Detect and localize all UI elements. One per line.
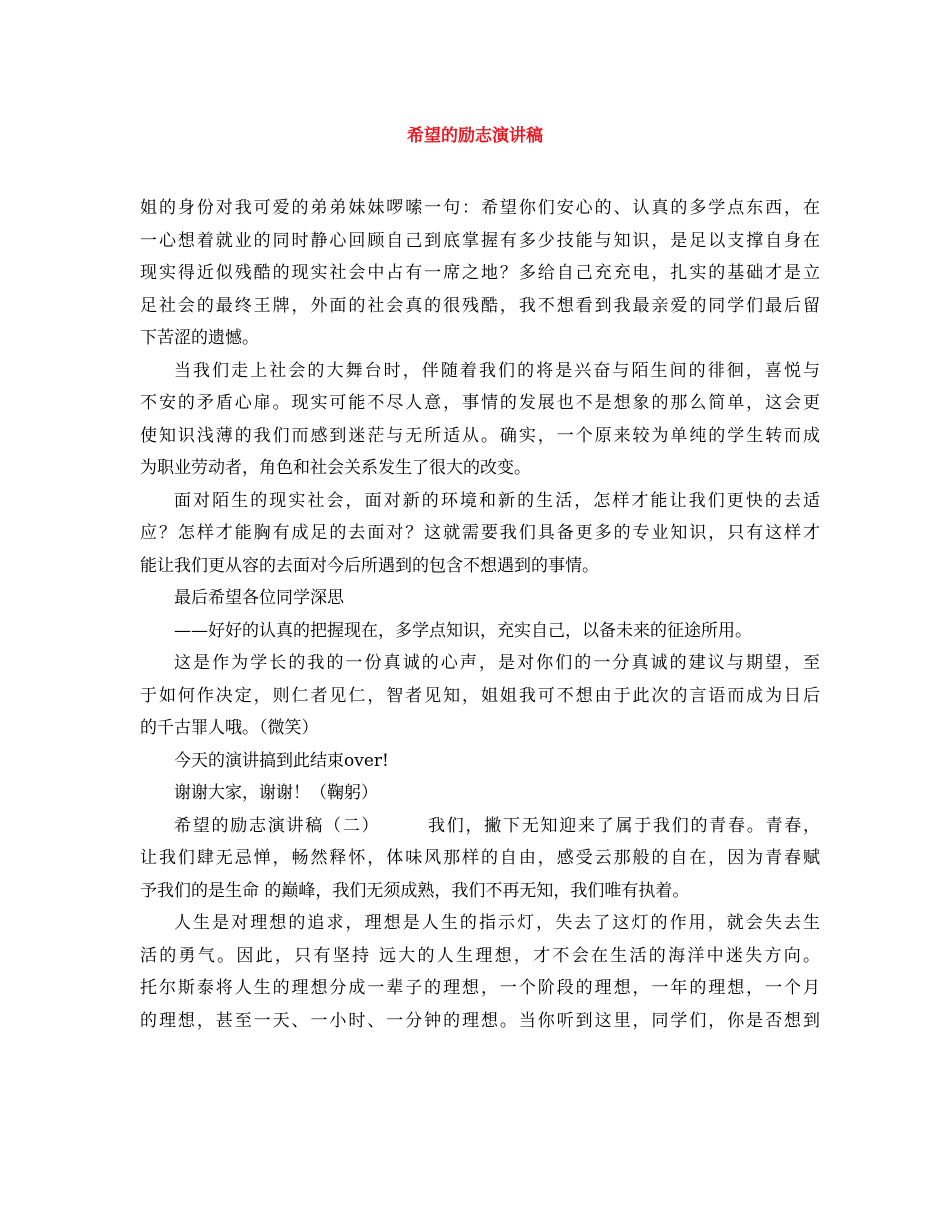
text-line: 的千古罪人哦。（微笑） — [140, 718, 319, 738]
text-line: 让我们肆无忌惮，畅然释怀，体味风那样的自由，感受云那般的自在，因为青春赋 — [140, 848, 820, 868]
text-line: 现实得近似残酷的现实社会中占有一席之地？多给自己充充电，扎实的基础才是立 — [140, 263, 820, 283]
text-line: 足社会的最终王牌，外面的社会真的很残酷，我不想看到我最亲爱的同学们最后留 — [140, 295, 820, 316]
document-body — [140, 192, 820, 1037]
text-line: 最后希望各位同学深思 — [174, 588, 344, 608]
text-line: 使知识浅薄的我们而感到迷茫与无所适从。确实，一个原来较为单纯的学生转而成 — [140, 425, 820, 446]
text-line: 不安的矛盾心扉。现实可能不尽人意，事情的发展也不是想象的那么简单，这会更 — [140, 393, 820, 413]
text-line: ——好好的认真的把握现在，多学点知识，充实自己，以备未来的征途所用。 — [174, 620, 752, 641]
text-line: 于如何作决定，则仁者见仁，智者见知，姐姐我可不想由于此次的言语而成为日后 — [140, 685, 820, 706]
document-title: 希望的励志演讲稿 — [407, 126, 543, 146]
text-line: 托尔斯泰将人生的理想分成一辈子的理想，一个阶段的理想，一年的理想，一个月 — [140, 978, 820, 998]
text-line: 这是作为学长的我的一份真诚的心声，是对你们的一分真诚的建议与期望，至 — [174, 653, 820, 673]
text-line: 今天的演讲搞到此结束over! — [174, 750, 389, 771]
text-line: 姐的身份对我可爱的弟弟妹妹啰嗦一句：希望你们安心的、认真的多学点东西，在 — [140, 198, 820, 218]
text-line: 的理想，甚至一天、一小时、一分钟的理想。当你听到这里，同学们，你是否想到 — [140, 1010, 820, 1031]
text-line: 为职业劳动者，角色和社会关系发生了很大的改变。 — [140, 458, 531, 478]
text-line: 能让我们更从容的去面对今后所遇到的包含不想遇到的事情。 — [140, 555, 599, 576]
text-line: 希望的励志演讲稿（二） 我们，撇下无知迎来了属于我们的青春。青春， — [174, 815, 820, 836]
text-line: 面对陌生的现实社会，面对新的环境和新的生活，怎样才能让我们更快的去适 — [174, 490, 820, 511]
text-line: 下苦涩的遗憾。 — [140, 328, 259, 348]
text-line: 应？怎样才能胸有成足的去面对？这就需要我们具备更多的专业知识，只有这样才 — [140, 523, 820, 543]
text-line: 活的勇气。因此，只有坚持 远大的人生理想，才不会在生活的海洋中迷失方向。 — [140, 945, 820, 966]
text-line: 一心想着就业的同时静心回顾自己到底掌握有多少技能与知识，是足以支撑自身在 — [140, 230, 820, 251]
text-line: 予我们的是生命 的巅峰，我们无须成熟，我们不再无知，我们唯有执着。 — [140, 880, 690, 901]
text-line: 人生是对理想的追求，理想是人生的指示灯，失去了这灯的作用，就会失去生 — [174, 913, 820, 933]
text-line: 当我们走上社会的大舞台时，伴随着我们的将是兴奋与陌生间的徘徊，喜悦与 — [174, 360, 820, 381]
text-line: 谢谢大家，谢谢！（鞠躬） — [174, 783, 378, 803]
